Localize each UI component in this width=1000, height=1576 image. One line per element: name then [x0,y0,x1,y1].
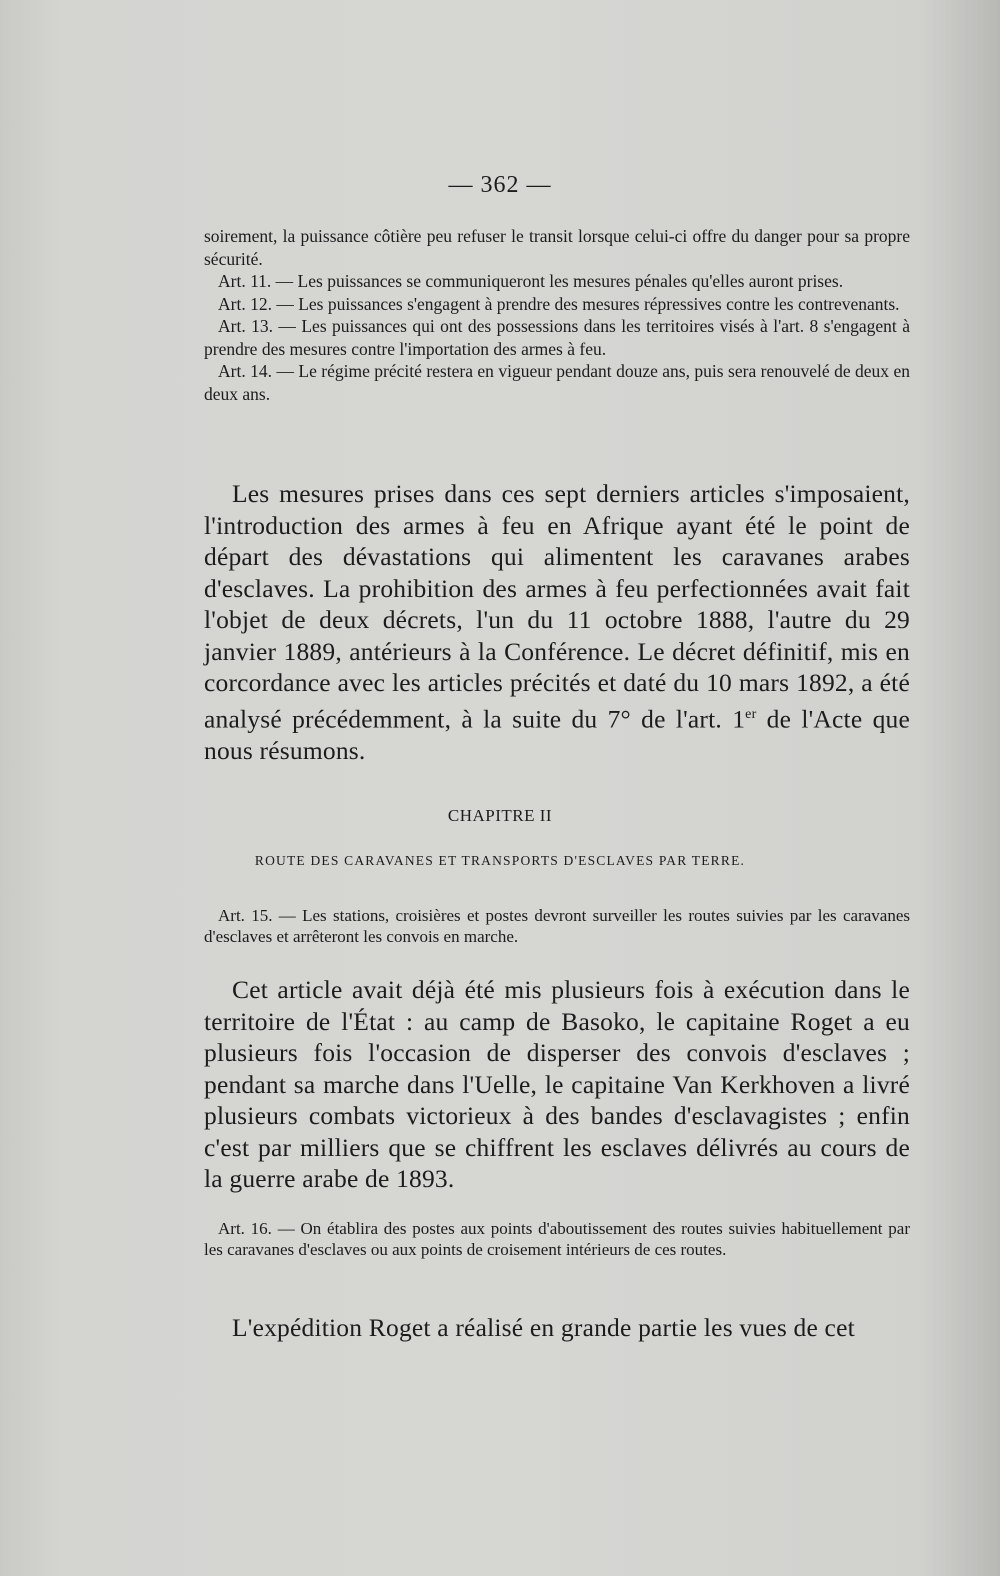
commentary-arms [204,478,910,766]
commentary-text-part-1: Les mesures prises dans ces sept derniers articles s'imposaient, l'introduction des armes à feu en Afrique ayant été le point de départ des dévastations qui alimentent les caravanes arabes d'esclaves. La prohibition des armes à feu perfectionnées avait fait l'objet de deux décrets, l'un du 11 octobre 1888, l'autre du 29 janvier 1889, antérieurs à la Conférence. Le décret définitif, mis en corcordance avec les articles précités et daté du 10 mars 1892, a été analysé précédemment, à la suite du 7° de l'art. 1 [204,479,910,733]
paragraph-continuation: soirement, la puissance côtière peu refuser le transit lorsque celui-ci offre du danger pour sa propre sécurité. [204,226,910,269]
superscript-er: er [745,706,757,722]
page-number: — 362 — [448,172,552,198]
commentary-art15 [204,974,910,1195]
commentary-text-part-2: de l'Acte que nous résumons. [204,704,910,765]
commentary-paragraph-3: L'expédition Roget a réalisé en grande partie les vues de cet [232,1313,855,1342]
article-16-text: Art. 16. — On établira des postes aux points d'aboutissement des routes suivies habituellement par les caravanes d'esclaves ou aux points de croisement intérieurs de ces routes. [204,1219,910,1259]
article-16 [204,1218,910,1260]
article-11: Art. 11. — Les puissances se communiqueront les mesures pénales qu'elles auront prises. [218,271,844,291]
commentary-art16 [204,1312,910,1344]
article-15 [204,905,910,947]
articles-11-14 [204,225,910,405]
commentary-paragraph [204,478,910,766]
commentary-paragraph-2: Cet article avait déjà été mis plusieurs fois à exécution dans le territoire de l'État : au camp de Basoko, le capitaine Roget a eu plusieurs fois l'occasion de disperser des convois d'esclaves ; pendant sa marche dans l'Uelle, le capitaine Van Kerkhoven a livré plusieurs combats victorieux à des bandes d'esclavagistes ; enfin c'est par milliers que se chiffrent les esclaves délivrés au cours de la guerre arabe de 1893. [204,975,910,1193]
chapter-subtitle: ROUTE DES CARAVANES ET TRANSPORTS D'ESCLAVES PAR TERRE. [254,853,746,868]
article-12: Art. 12. — Les puissances s'engagent à prendre des mesures répressives contre les contrevenants. [218,293,900,314]
chapter-title: CHAPITRE II [447,806,553,825]
article-14: Art. 14. — Le régime précité restera en vigueur pendant douze ans, puis sera renouvelé de deux en deux ans. [204,361,910,404]
article-15-text: Art. 15. — Les stations, croisières et postes devront surveiller les routes suivies par les caravanes d'esclaves et arrêteront les convois en marche. [204,906,910,946]
article-13: Art. 13. — Les puissances qui ont des possessions dans les territoires visés à l'art. 8 s'engagent à prendre des mesures contre l'importation des armes à feu. [204,316,910,359]
